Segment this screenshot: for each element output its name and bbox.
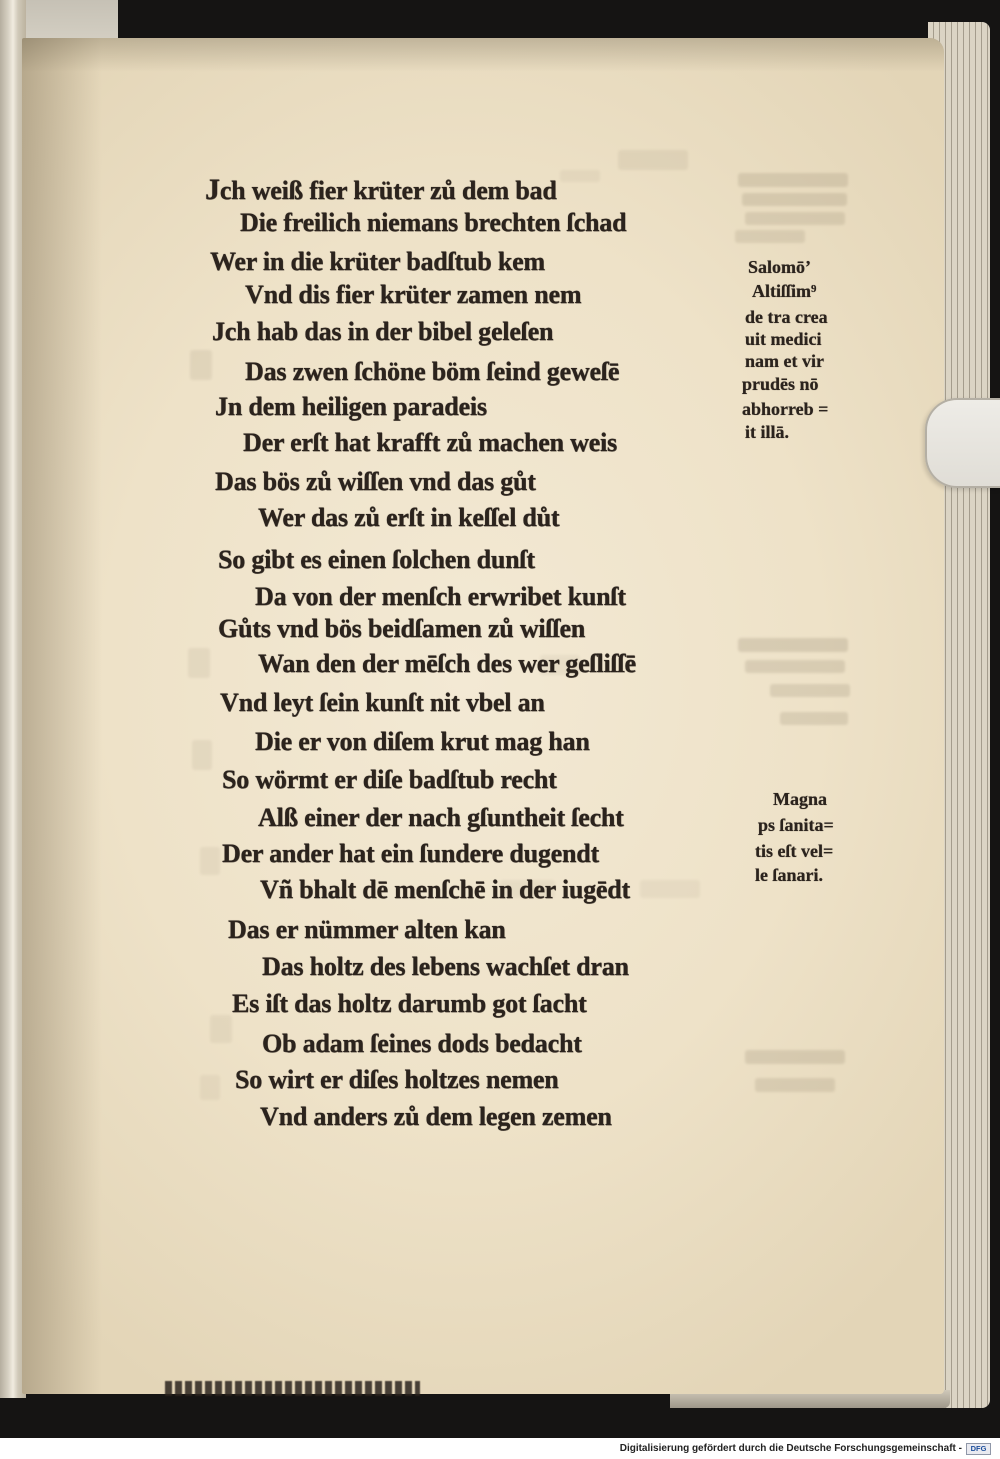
marginal-note-line: uit medici: [745, 329, 822, 349]
show-through-mark: [200, 1075, 220, 1100]
show-through-mark: [210, 1015, 232, 1043]
footer-credit: Digitalisierung gefördert durch die Deutsche Forschungsgemeinschaft -: [619, 1443, 962, 1454]
next-page-text-fragment: [165, 1381, 420, 1396]
marginal-note-line: tis eſt vel=: [755, 841, 834, 861]
poem-line: So wörmt er diſe badſtub recht: [222, 765, 557, 794]
poem-line: Das zwen ſchöne böm ſeind geweſē: [245, 357, 620, 386]
show-through-mark: [560, 170, 600, 182]
show-through-mark: [200, 847, 220, 875]
poem-line: Alß einer der nach gſuntheit ſecht: [258, 803, 624, 832]
show-through-mark: [192, 740, 212, 770]
marginal-note-line: ps ſanita=: [758, 815, 834, 835]
poem-line: Der ander hat ein ſundere dugendt: [222, 839, 599, 868]
poem-line: Es iſt das holtz darumb got ſacht: [232, 989, 587, 1018]
show-through-mark: [188, 648, 210, 678]
show-through-mark: [190, 350, 212, 380]
poem-line: Wan den der mēſch des wer geſliſſē: [258, 649, 636, 678]
bookmark-tab: [925, 398, 1000, 488]
poem-line: Jch weiß fier krüter zů dem bad: [205, 173, 557, 206]
marginal-note-line: Altiſſim⁹: [752, 281, 817, 301]
show-through-mark: [735, 230, 805, 243]
marginal-note-line: le ſanari.: [755, 865, 823, 885]
marginal-note-line: it illā.: [745, 422, 789, 442]
poem-line: Vnd dis fier krüter zamen nem: [245, 280, 582, 309]
show-through-mark: [618, 150, 688, 170]
digitization-footer: [0, 1438, 1000, 1459]
poem-line: Die freilich niemans brechten ſchad: [240, 208, 627, 237]
poem-line: Die er von diſem krut mag han: [255, 727, 590, 756]
marginal-note-line: prudēs nō: [742, 374, 819, 394]
poem-line: Wer in die krüter badſtub kem: [210, 247, 545, 276]
show-through-mark: [745, 212, 845, 225]
show-through-mark: [770, 684, 850, 697]
poem-line: Das er nümmer alten kan: [228, 915, 506, 944]
marginal-note-line: abhorreb =: [742, 399, 829, 419]
poem-line: Jch hab das in der bibel geleſen: [212, 317, 554, 346]
show-through-mark: [745, 1050, 845, 1064]
poem-line: Gůts vnd bös beidſamen zů wiſſen: [218, 614, 586, 643]
show-through-mark: [755, 1078, 835, 1092]
show-through-mark: [640, 880, 700, 898]
poem-line: So wirt er diſes holtzes nemen: [235, 1065, 559, 1094]
poem-line: Jn dem heiligen paradeis: [215, 392, 487, 421]
marginal-note-line: Magna: [773, 789, 827, 809]
show-through-mark: [745, 660, 845, 673]
show-through-mark: [780, 712, 848, 725]
poem-line: Der erſt hat krafft zů machen weis: [243, 428, 617, 457]
show-through-mark: [742, 193, 847, 206]
poem-line: Das bös zů wiſſen vnd das gůt: [215, 467, 536, 496]
poem-line: Ob adam ſeines dods bedacht: [262, 1029, 582, 1058]
poem-line: Vnd leyt ſein kunſt nit vbel an: [220, 688, 545, 717]
poem-line: Da von der menſch erwribet kunſt: [255, 582, 626, 611]
dfg-logo: DFG: [966, 1443, 991, 1455]
show-through-mark: [738, 638, 848, 652]
poem-line: Vnd anders zů dem legen zemen: [260, 1102, 612, 1131]
poem-line: Wer das zů erſt in keſſel důt: [258, 503, 560, 532]
poem-line: Vñ bhalt dē menſchē in der iugēdt: [260, 875, 630, 904]
show-through-mark: [738, 173, 848, 187]
marginal-note-line: nam et vir: [745, 351, 824, 371]
marginal-note-line: de tra crea: [745, 307, 828, 327]
poem-line: So gibt es einen ſolchen dunſt: [218, 545, 535, 574]
marginal-note-line: Salomō’: [748, 257, 811, 277]
poem-line: Das holtz des lebens wachſet dran: [262, 952, 629, 981]
